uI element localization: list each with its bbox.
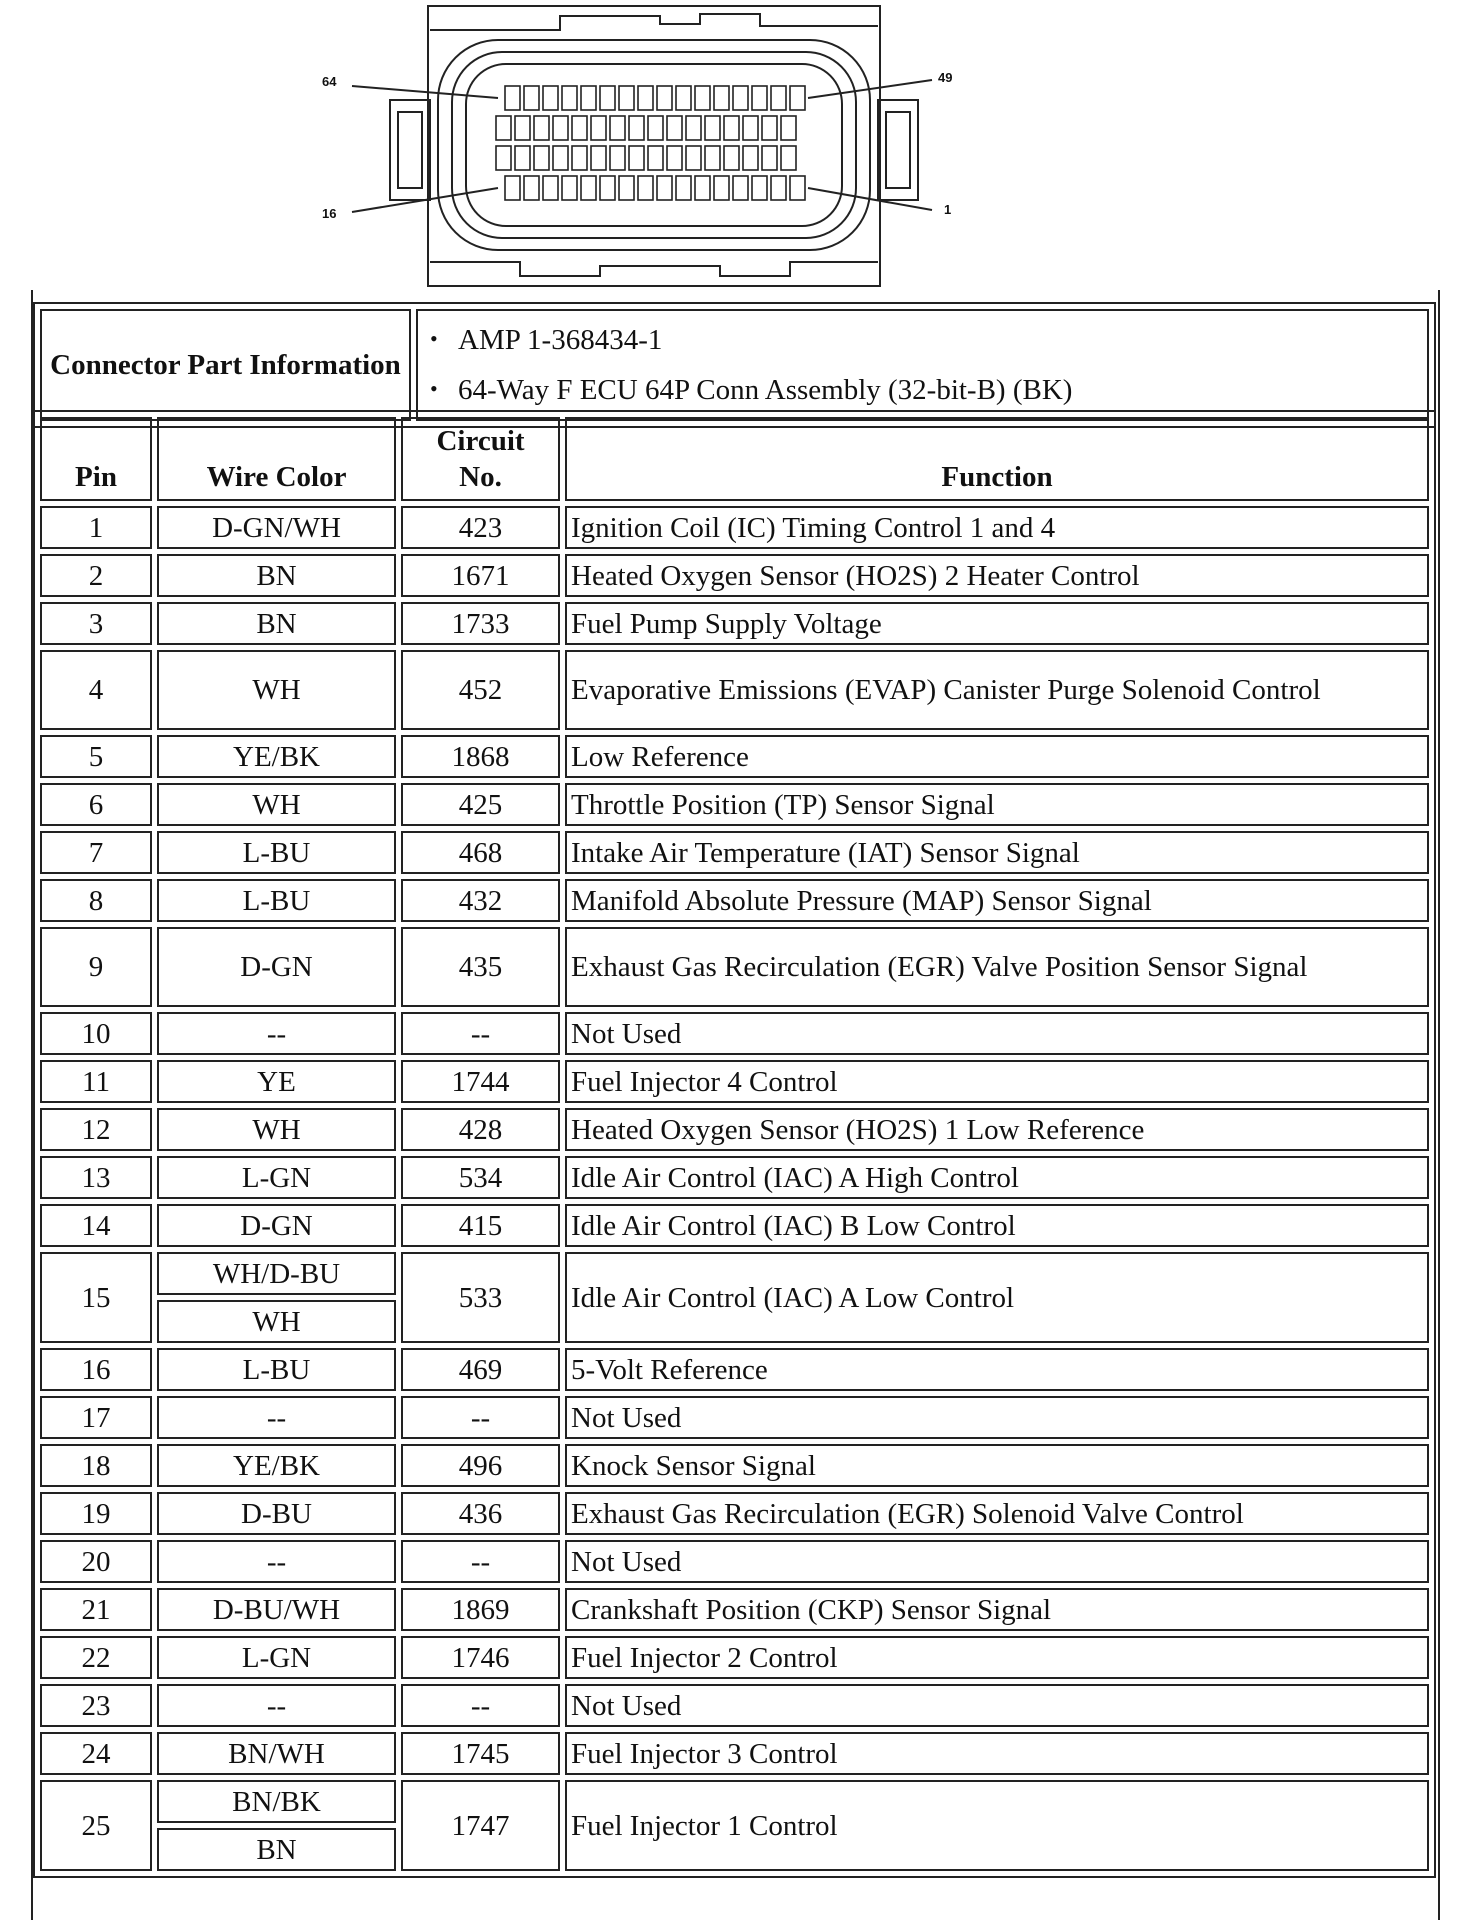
function-cell: Idle Air Control (IAC) A Low Control [565, 1252, 1429, 1343]
pin-cell: 5 [40, 735, 152, 778]
pin-cell: 3 [40, 602, 152, 645]
pin-cavity [676, 176, 691, 200]
pin-cavity [781, 146, 796, 170]
table-row [40, 879, 1429, 922]
pin-cavity [591, 146, 606, 170]
circuit-cell: 533 [401, 1252, 560, 1343]
pin-cavity [648, 146, 663, 170]
pin-cell: 6 [40, 783, 152, 826]
pin-cavity [610, 146, 625, 170]
circuit-cell: 415 [401, 1204, 560, 1247]
function-cell: Fuel Injector 2 Control [565, 1636, 1429, 1679]
wire-color-cell: WH [157, 650, 396, 730]
leader-line-16 [352, 188, 498, 212]
pin-label-49: 49 [938, 70, 953, 85]
pin-cavity [562, 86, 577, 110]
circuit-cell: 452 [401, 650, 560, 730]
circuit-cell: 469 [401, 1348, 560, 1391]
pin-cavity [790, 176, 805, 200]
wire-color-cell: D-GN/WH [157, 506, 396, 549]
pin-cavity [714, 176, 729, 200]
table-row [40, 1204, 1429, 1247]
pin-cavity [581, 86, 596, 110]
pin-cavity [743, 146, 758, 170]
connector-info-values [416, 309, 1429, 421]
connector-info-list [422, 311, 1423, 419]
table-row [40, 1060, 1429, 1103]
pin-cavity [667, 116, 682, 140]
pin-cell: 4 [40, 650, 152, 730]
connector-side-tab-left [390, 100, 430, 200]
circuit-cell: 1869 [401, 1588, 560, 1631]
pin-cavity [534, 146, 549, 170]
pin-cavity [762, 146, 777, 170]
pin-cavity [743, 116, 758, 140]
table-row [40, 506, 1429, 549]
function-cell: Not Used [565, 1012, 1429, 1055]
circuit-cell: 436 [401, 1492, 560, 1535]
pin-cell: 8 [40, 879, 152, 922]
wire-color-cell: D-GN [157, 927, 396, 1007]
pin-cell: 2 [40, 554, 152, 597]
function-cell: Low Reference [565, 735, 1429, 778]
pin-cavity [724, 116, 739, 140]
function-cell: Idle Air Control (IAC) A High Control [565, 1156, 1429, 1199]
pin-cavity [600, 176, 615, 200]
connector-info-label: Connector Part Information [40, 309, 411, 421]
pin-cell: 14 [40, 1204, 152, 1247]
wire-color-cell: D-GN [157, 1204, 396, 1247]
function-cell: 5-Volt Reference [565, 1348, 1429, 1391]
pin-cavity [534, 116, 549, 140]
function-cell: Idle Air Control (IAC) B Low Control [565, 1204, 1429, 1247]
pin-cavity [676, 86, 691, 110]
pin-cavity [572, 116, 587, 140]
pin-cavity [695, 176, 710, 200]
wire-color-cell: WH [157, 1300, 396, 1343]
pin-cell: 17 [40, 1396, 152, 1439]
pin-cell: 19 [40, 1492, 152, 1535]
pin-label-16: 16 [322, 206, 337, 221]
wire-color-cell: YE/BK [157, 735, 396, 778]
pin-cavity [553, 116, 568, 140]
pin-cavity [610, 116, 625, 140]
pin-cavity [524, 86, 539, 110]
function-cell: Throttle Position (TP) Sensor Signal [565, 783, 1429, 826]
pin-cavity [781, 116, 796, 140]
wire-color-cell: BN [157, 602, 396, 645]
connector-description: • 64-Way F ECU 64P Conn Assembly (32-bit-B) (BK) [458, 365, 1423, 415]
pin-cavity [638, 176, 653, 200]
table-row [40, 1492, 1429, 1535]
function-cell: Not Used [565, 1396, 1429, 1439]
pin-cavity [505, 176, 520, 200]
function-cell: Knock Sensor Signal [565, 1444, 1429, 1487]
pin-cavity [496, 116, 511, 140]
header-circuit-no: Circuit No. [401, 417, 560, 501]
pin-cavity [543, 176, 558, 200]
function-cell: Fuel Pump Supply Voltage [565, 602, 1429, 645]
pin-cell: 11 [40, 1060, 152, 1103]
pin-cavity [771, 86, 786, 110]
pin-cavity [752, 86, 767, 110]
wire-color-cell: BN [157, 1828, 396, 1871]
connector-info-row [40, 309, 1429, 421]
pin-cavity [553, 146, 568, 170]
table-row [40, 1540, 1429, 1583]
circuit-cell: -- [401, 1540, 560, 1583]
function-cell: Not Used [565, 1540, 1429, 1583]
pin-cavity [591, 116, 606, 140]
page-border-right [1438, 290, 1440, 1920]
function-cell: Not Used [565, 1684, 1429, 1727]
circuit-cell: 1733 [401, 602, 560, 645]
circuit-cell: 1745 [401, 1732, 560, 1775]
pin-cell: 7 [40, 831, 152, 874]
pin-cavity [581, 176, 596, 200]
pin-cell: 21 [40, 1588, 152, 1631]
pin-table [33, 410, 1436, 1878]
pin-cell: 12 [40, 1108, 152, 1151]
function-cell: Crankshaft Position (CKP) Sensor Signal [565, 1588, 1429, 1631]
wire-color-cell: D-BU/WH [157, 1588, 396, 1631]
pin-cavity [714, 86, 729, 110]
wire-color-cell: L-GN [157, 1156, 396, 1199]
pin-cavity [515, 146, 530, 170]
pin-cavity [695, 86, 710, 110]
table-row [40, 1732, 1429, 1775]
pin-cavity [629, 146, 644, 170]
wire-color-cell: BN/BK [157, 1780, 396, 1823]
wire-color-cell: -- [157, 1396, 396, 1439]
connector-diagram [0, 0, 1472, 300]
pin-cavity [648, 116, 663, 140]
wire-color-cell: BN [157, 554, 396, 597]
circuit-cell: 496 [401, 1444, 560, 1487]
table-row [40, 1588, 1429, 1631]
pin-cavity [771, 176, 786, 200]
pin-cavity [752, 176, 767, 200]
wire-color-cell: -- [157, 1540, 396, 1583]
function-cell: Intake Air Temperature (IAT) Sensor Signal [565, 831, 1429, 874]
circuit-cell: 432 [401, 879, 560, 922]
function-cell: Heated Oxygen Sensor (HO2S) 2 Heater Control [565, 554, 1429, 597]
circuit-cell: 534 [401, 1156, 560, 1199]
pin-cavity [543, 86, 558, 110]
header-function: Function [565, 417, 1429, 501]
pin-cavity [657, 86, 672, 110]
pin-cavity [705, 146, 720, 170]
connector-side-tab-left-inner [398, 112, 422, 188]
wire-color-cell: -- [157, 1684, 396, 1727]
pin-cell: 24 [40, 1732, 152, 1775]
pin-cavity [638, 86, 653, 110]
table-row [40, 650, 1429, 730]
table-row [40, 783, 1429, 826]
circuit-cell: 1868 [401, 735, 560, 778]
pin-cavity [705, 116, 720, 140]
table-row [40, 554, 1429, 597]
pin-cell: 25 [40, 1780, 152, 1871]
wire-color-cell: D-BU [157, 1492, 396, 1535]
circuit-cell: -- [401, 1684, 560, 1727]
table-row [40, 831, 1429, 874]
pin-cell: 9 [40, 927, 152, 1007]
connector-latch-bottom [430, 262, 878, 276]
pin-cavity [657, 176, 672, 200]
header-pin: Pin [40, 417, 152, 501]
pin-cavity [686, 116, 701, 140]
circuit-cell: 1671 [401, 554, 560, 597]
pin-cell: 20 [40, 1540, 152, 1583]
wire-color-cell: WH [157, 783, 396, 826]
table-row [40, 1348, 1429, 1391]
pin-cavity-grid [496, 86, 805, 200]
pin-label-1: 1 [944, 202, 952, 217]
function-cell: Ignition Coil (IC) Timing Control 1 and 4 [565, 506, 1429, 549]
pin-cell: 18 [40, 1444, 152, 1487]
table-row [40, 1444, 1429, 1487]
circuit-cell: -- [401, 1396, 560, 1439]
pin-cavity [572, 146, 587, 170]
wire-color-cell: -- [157, 1012, 396, 1055]
pin-cavity [667, 146, 682, 170]
pin-cavity [619, 86, 634, 110]
function-cell: Exhaust Gas Recirculation (EGR) Valve Position Sensor Signal [565, 927, 1429, 1007]
table-row [40, 1012, 1429, 1055]
table-row [40, 602, 1429, 645]
function-cell: Manifold Absolute Pressure (MAP) Sensor Signal [565, 879, 1429, 922]
pin-cell: 23 [40, 1684, 152, 1727]
table-row [40, 1636, 1429, 1679]
connector-side-tab-right-inner [886, 112, 910, 188]
wire-color-cell: L-BU [157, 879, 396, 922]
pin-cavity [733, 176, 748, 200]
circuit-cell: 1747 [401, 1780, 560, 1871]
table-row [40, 1396, 1429, 1439]
header-wire-color: Wire Color [157, 417, 396, 501]
pin-cavity [496, 146, 511, 170]
function-cell: Heated Oxygen Sensor (HO2S) 1 Low Reference [565, 1108, 1429, 1151]
pin-cavity [619, 176, 634, 200]
pin-cavity [524, 176, 539, 200]
function-cell: Fuel Injector 1 Control [565, 1780, 1429, 1871]
function-cell: Fuel Injector 3 Control [565, 1732, 1429, 1775]
pin-cavity [600, 86, 615, 110]
table-row [40, 927, 1429, 1007]
pin-cavity [733, 86, 748, 110]
connector-latch-top [430, 14, 878, 30]
table-row [40, 1108, 1429, 1151]
wire-color-cell: L-BU [157, 1348, 396, 1391]
pin-cavity [762, 116, 777, 140]
table-row [40, 735, 1429, 778]
wire-color-cell: WH [157, 1108, 396, 1151]
pin-cavity [515, 116, 530, 140]
circuit-cell: 428 [401, 1108, 560, 1151]
pin-cavity [686, 146, 701, 170]
wire-color-cell: YE/BK [157, 1444, 396, 1487]
pin-cell: 13 [40, 1156, 152, 1199]
circuit-cell: 435 [401, 927, 560, 1007]
pin-label-64: 64 [322, 74, 337, 89]
pin-cell: 22 [40, 1636, 152, 1679]
circuit-cell: 1744 [401, 1060, 560, 1103]
table-row [40, 1780, 1429, 1823]
circuit-cell: -- [401, 1012, 560, 1055]
wire-color-cell: YE [157, 1060, 396, 1103]
table-row [40, 1156, 1429, 1199]
pin-cavity [505, 86, 520, 110]
wire-color-cell: BN/WH [157, 1732, 396, 1775]
circuit-cell: 468 [401, 831, 560, 874]
pin-cell: 10 [40, 1012, 152, 1055]
pin-cavity [562, 176, 577, 200]
pin-cavity [629, 116, 644, 140]
leader-line-64 [352, 86, 498, 98]
function-cell: Fuel Injector 4 Control [565, 1060, 1429, 1103]
table-row [40, 1252, 1429, 1295]
circuit-cell: 423 [401, 506, 560, 549]
circuit-cell: 425 [401, 783, 560, 826]
pin-table-body [40, 506, 1429, 1871]
wire-color-cell: L-BU [157, 831, 396, 874]
pin-cell: 1 [40, 506, 152, 549]
pin-cavity [790, 86, 805, 110]
pin-cell: 16 [40, 1348, 152, 1391]
circuit-cell: 1746 [401, 1636, 560, 1679]
connector-body-outer [438, 40, 870, 250]
pin-cell: 15 [40, 1252, 152, 1343]
function-cell: Evaporative Emissions (EVAP) Canister Purge Solenoid Control [565, 650, 1429, 730]
connector-part-number: • AMP 1-368434-1 [458, 315, 1423, 365]
function-cell: Exhaust Gas Recirculation (EGR) Solenoid Valve Control [565, 1492, 1429, 1535]
pin-table-header [40, 417, 1429, 501]
wire-color-cell: L-GN [157, 1636, 396, 1679]
wire-color-cell: WH/D-BU [157, 1252, 396, 1295]
table-row [40, 1684, 1429, 1727]
connector-side-tab-right [878, 100, 918, 200]
pin-cavity [724, 146, 739, 170]
connector-body-mid [452, 52, 856, 238]
